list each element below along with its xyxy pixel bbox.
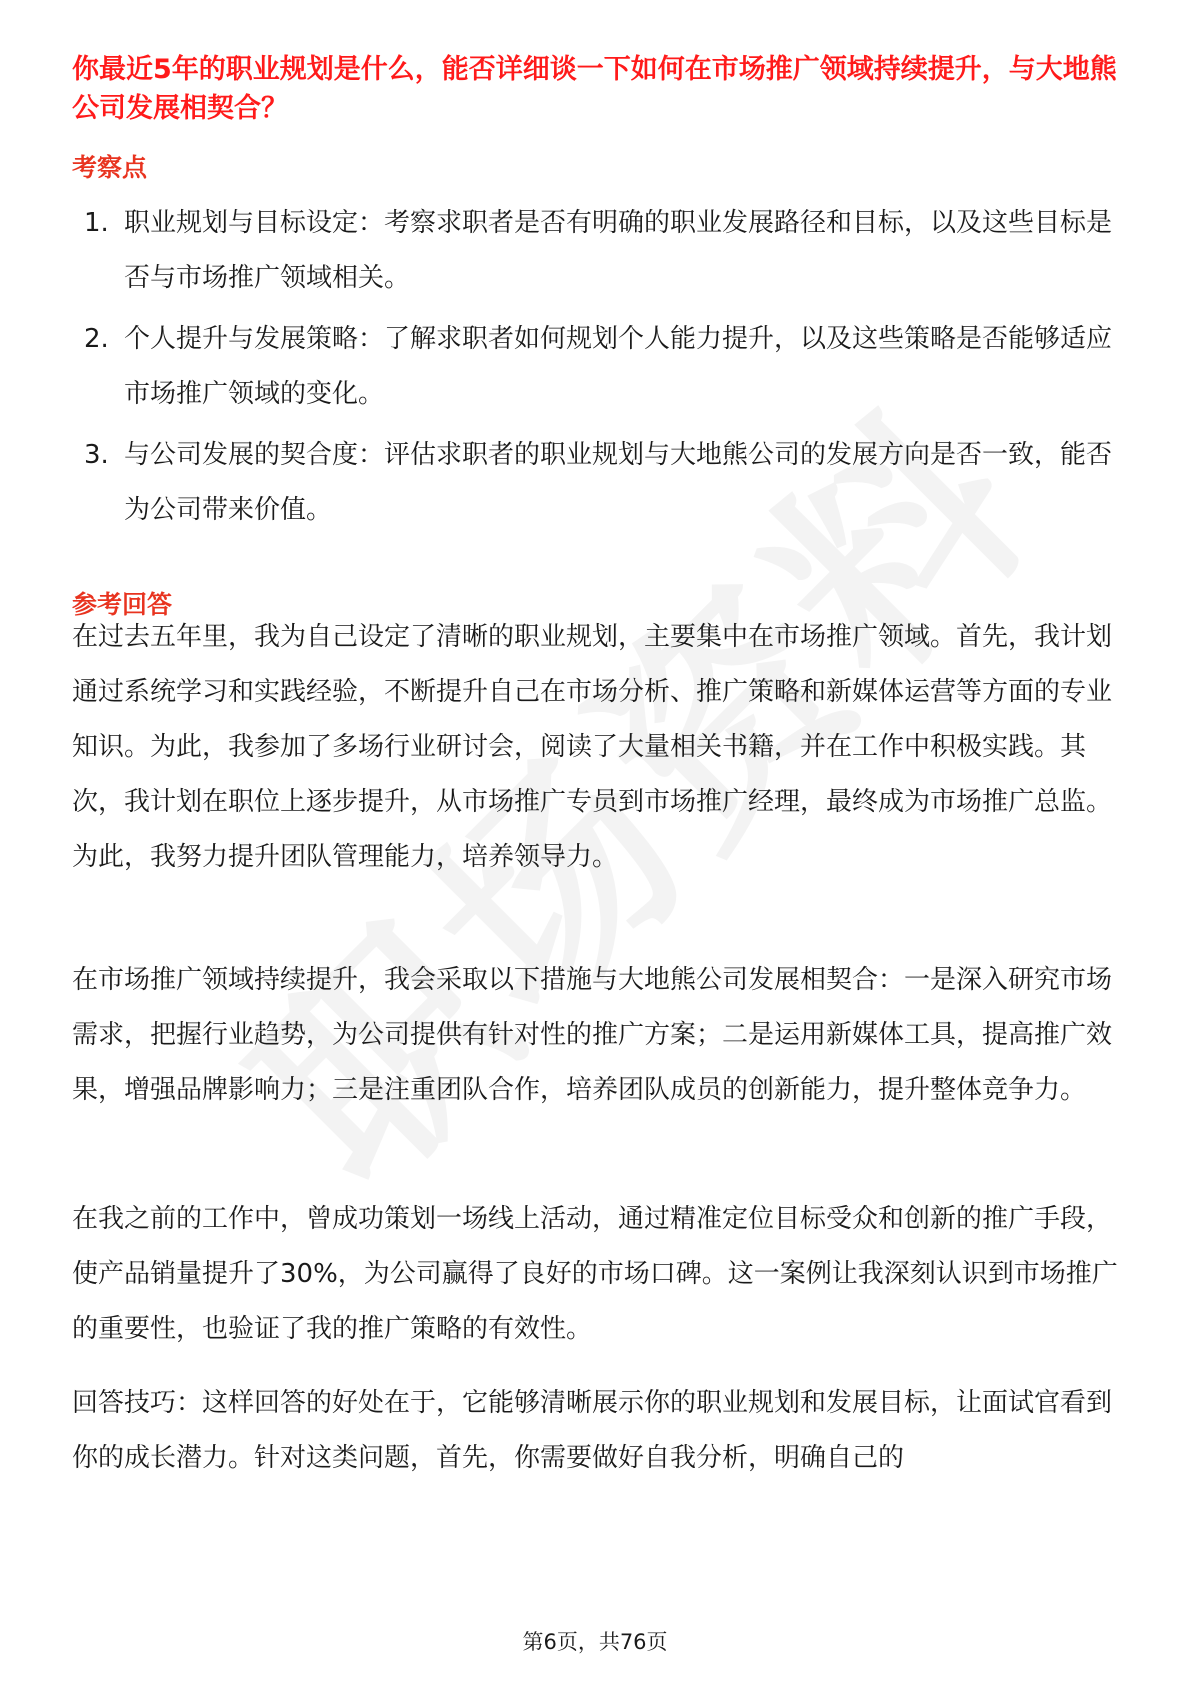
answer-paragraph-3: 在我之前的工作中，曾成功策划一场线上活动，通过精准定位目标受众和创新的推广手段，使产品销量提升了30%，为公司赢得了良好的市场口碑。这一案例让我深刻认识到市场推广的重要性，也验证了我的推广策略的有效性。 [72,1204,1118,1344]
list-item-number: 1. [84,208,109,238]
question-title: 你最近5年的职业规划是什么，能否详细谈一下如何在市场推广领域持续提升，与大地熊公司发展相契合？ [72,54,1117,124]
list-item [84,312,1120,422]
list-item [84,428,1120,538]
list-item-text: 职业规划与目标设定：考察求职者是否有明确的职业发展路径和目标，以及这些目标是否与市场推广领域相关。 [124,208,1113,293]
section-heading-kaochadian: 考察点 [72,153,148,182]
answer-tips-paragraph: 回答技巧：这样回答的好处在于，它能够清晰展示你的职业规划和发展目标，让面试官看到你的成长潜力。针对这类问题，首先，你需要做好自我分析，明确自己的 [72,1388,1113,1473]
list-item [84,196,1120,306]
list-item-number: 3. [84,440,109,470]
list-item-text: 个人提升与发展策略：了解求职者如何规划个人能力提升，以及这些策略是否能够适应市场推广领域的变化。 [124,324,1113,409]
section-heading-cankaohuida: 参考回答 [72,590,173,619]
list-item-number: 2. [84,324,109,354]
answer-paragraph-2: 在市场推广领域持续提升，我会采取以下措施与大地熊公司发展相契合：一是深入研究市场需求，把握行业趋势，为公司提供有针对性的推广方案；二是运用新媒体工具，提高推广效果，增强品牌影响力；三是注重团队合作，培养团队成员的创新能力，提升整体竞争力。 [72,965,1113,1105]
list-item-text: 与公司发展的契合度：评估求职者的职业规划与大地熊公司的发展方向是否一致，能否为公司带来价值。 [124,440,1113,525]
page-footer: 第6页，共76页 [522,1630,668,1654]
answer-paragraph-1: 在过去五年里，我为自己设定了清晰的职业规划，主要集中在市场推广领域。首先，我计划通过系统学习和实践经验，不断提升自己在市场分析、推广策略和新媒体运营等方面的专业知识。为此，我参加了多场行业研讨会，阅读了大量相关书籍，并在工作中积极实践。其次，我计划在职位上逐步提升，从市场推广专员到市场推广经理，最终成为市场推广总监。为此，我努力提升团队管理能力，培养领导力。 [72,622,1113,872]
points-list [84,196,1120,544]
